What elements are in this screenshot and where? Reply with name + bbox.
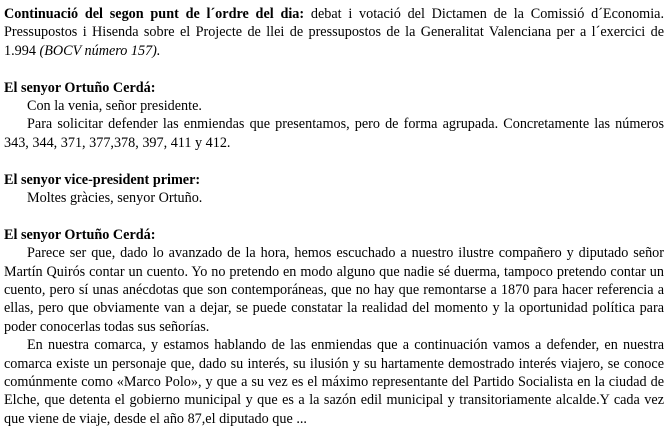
bulletin-reference: (BOCV número 157). (39, 42, 161, 59)
speech-paragraph: Parece ser que, dado lo avanzado de la hora, hemos escuchado a nuestro ilustre compañero y diputado señor Martín Quirós contar un cuento. Yo no pretendo en modo alguno que nadie sé duerma, tampoco pretendo contar un cuento, pero sí unas anécdotas que son contemporáneas, que no hay que remontarse a 1870 para hacer referencia a ellas, pero que obviamente van a dejar, se puede constatar la realidad del momento y la oportunidad política para poder conocerlas todas sus señorías. (4, 245, 664, 335)
spacer (4, 207, 664, 225)
speech-paragraph: Moltes gràcies, senyor Ortuño. (27, 190, 203, 207)
speaker-name: El senyor Ortuño Cerdá: (4, 226, 156, 243)
speech-paragraph: En nuestra comarca, y estamos hablando de las enmiendas que a continuación vamos a defender, en nuestra comarca existe un personaje que, dado su interés, su ilusión y su hartamente demostrado interés viajero, se conoce comúnmente como «Marco Polo», y que a su vez es el máximo representante del Partido Socialista en la ciudad de Elche, que detenta el gobierno municipal y que es a la sazón edil municipal y transitoriamente alcalde.Y cada vez que viene de viaje, desde el año 87,el diputado que ... (4, 337, 664, 427)
spacer (4, 60, 664, 78)
speech-paragraph: Para solicitar defender las enmiendas que presentamos, pero de forma agrupada. Concretamente las números 343, 344, 371, 377,378, 397, 411 y 412. (4, 116, 664, 151)
speaker-name: El senyor Ortuño Cerdá: (4, 79, 156, 96)
spacer (4, 152, 664, 170)
speaker-name: El senyor vice-president primer: (4, 171, 201, 188)
agenda-heading (4, 5, 664, 60)
agenda-description: debat i votació del Dictamen de la Comissió d´Economia. Pressupostos i Hisenda sobre el Projecte de llei de pressupostos de la Generalitat Valenciana per a l´exercici de 1.994 (4, 6, 664, 59)
speech-paragraph: Con la venia, señor presidente. (27, 98, 202, 115)
agenda-title: Continuació del segon punt de l´ordre del dia: (4, 6, 305, 22)
